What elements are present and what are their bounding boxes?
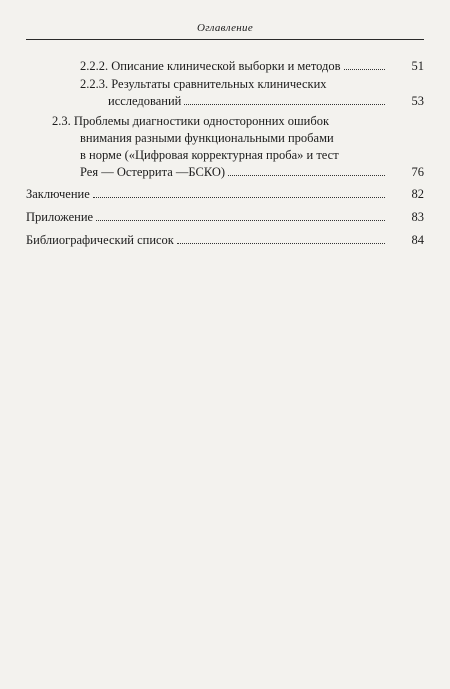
- toc-line: [80, 58, 388, 75]
- toc-entry-title: 2.3. Проблемы диагностики односторонних ошибок: [52, 114, 330, 128]
- running-header: Оглавление: [196, 22, 254, 34]
- dot-leader: [96, 220, 385, 221]
- toc-page-number: 83: [411, 210, 424, 224]
- toc-page-number: 82: [411, 187, 424, 201]
- toc-entry-appendix[interactable]: [26, 209, 388, 226]
- toc-entry-2-3[interactable]: [52, 113, 388, 181]
- toc-line: [26, 209, 388, 226]
- toc-entry-2-2-3[interactable]: [80, 76, 388, 110]
- toc-entry-bibliography[interactable]: [26, 232, 388, 249]
- toc-entry-title-cont: Рея — Остеррита —БСКО): [80, 165, 226, 179]
- toc-entry-title-cont: исследований: [108, 94, 182, 108]
- toc-line: [26, 186, 388, 203]
- toc-entry-title: Приложение: [26, 210, 94, 224]
- dot-leader: [184, 104, 385, 105]
- toc-entry-conclusion[interactable]: [26, 186, 388, 203]
- toc-page-number: 51: [411, 59, 424, 73]
- toc-entry-title: 2.2.2. Описание клинической выборки и методов: [80, 59, 341, 73]
- toc-line: [52, 130, 388, 147]
- toc-entry-title: Заключение: [26, 187, 90, 201]
- toc-line: [52, 147, 388, 164]
- toc-entry-title-cont: внимания разными функциональными пробами: [80, 131, 334, 145]
- toc-line: [52, 164, 388, 181]
- header-rule: [26, 39, 424, 40]
- toc-entry-title-cont: в норме («Цифровая корректурная проба» и тест: [80, 148, 339, 162]
- toc-entry-title: Библиографический список: [26, 233, 174, 247]
- toc-line: [80, 93, 388, 110]
- toc-page-number: 76: [411, 165, 424, 179]
- dot-leader: [228, 175, 385, 176]
- toc-line: [80, 76, 388, 93]
- dot-leader: [177, 243, 385, 244]
- toc-entry-title: 2.2.3. Результаты сравнительных клинических: [80, 77, 327, 91]
- toc-line: [26, 232, 388, 249]
- toc-page-number: 84: [411, 233, 424, 247]
- toc-line: [52, 113, 388, 130]
- dot-leader: [93, 197, 385, 198]
- toc-page-number: 53: [411, 94, 424, 108]
- toc-entry-2-2-2[interactable]: [80, 58, 388, 75]
- dot-leader: [344, 69, 385, 70]
